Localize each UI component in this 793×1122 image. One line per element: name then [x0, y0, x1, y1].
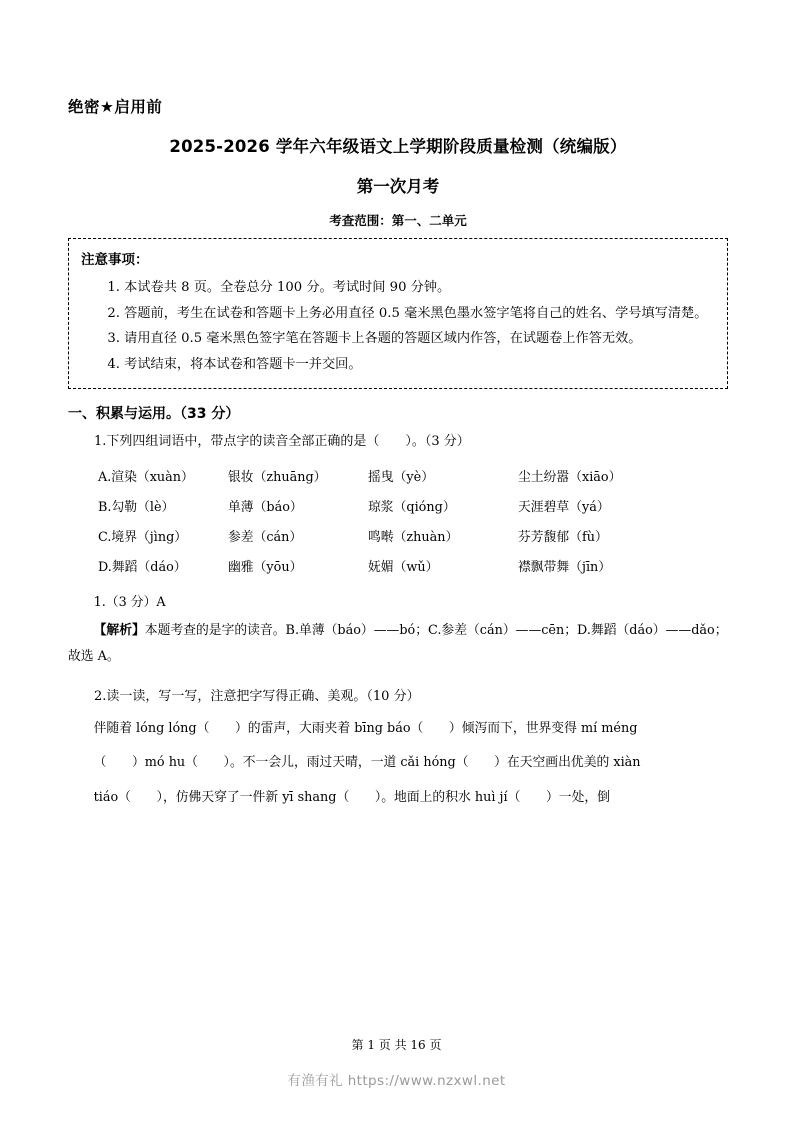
option-a-item-2: 银妆（zhuāng） — [228, 469, 327, 485]
question-2-stem: 2.读一读，写一写，注意把字写得正确、美观。（10 分） — [94, 689, 420, 705]
notice-item: 1. 本试卷共 8 页。全卷总分 100 分。考试时间 90 分钟。 — [107, 280, 451, 295]
question-1-stem: 1.下列四组词语中，带点字的读音全部正确的是（ ）。（3 分） — [94, 433, 470, 449]
question-1-option-row — [68, 466, 728, 485]
analysis-label: 【解析】 — [93, 622, 145, 638]
page-footer: 第 1 页 共 16 页 — [351, 1038, 442, 1052]
notice-title: 注意事项： — [81, 252, 149, 268]
question-2-line: （ ）mó hu（ ）。不一会儿，雨过天晴，一道 cǎi hóng（ ）在天空画出优美的 xiàn — [93, 755, 641, 771]
option-d-item-4: 襟飘带舞（jīn） — [518, 559, 612, 575]
notice-item: 2. 答题前，考生在试卷和答题卡上务必用直径 0.5 毫米黑色墨水签字笔将自己的姓名、学号填写清楚。 — [107, 305, 708, 321]
document-content — [68, 95, 728, 813]
option-d-item-3: 妩媚（wǔ） — [368, 559, 439, 575]
option-b-item-3: 琼浆（qióng） — [368, 499, 456, 515]
page-title: 2025-2026 学年六年级语文上学期阶段质量检测（统编版） — [169, 137, 627, 156]
secret-label: 绝密★启用前 — [68, 98, 163, 116]
question-2-line: tiáo（ ），仿佛天穿了一件新 yī shang（ ）。地面上的积水 huì jí（ ）一处，倒 — [93, 789, 610, 805]
option-c-item-4: 芬芳馥郁（fù） — [518, 529, 608, 545]
notice-box — [68, 238, 728, 389]
page-subtitle: 第一次月考 — [356, 177, 440, 196]
question-1-answer: 1.（3 分）A — [93, 594, 166, 610]
question-2-line: 伴随着 lóng lóng（ ）的雷声，大雨夹着 bīng báo（ ）倾泻而下，世界变得 mí méng — [93, 721, 638, 737]
notice-item: 3. 请用直径 0.5 毫米黑色签字笔在答题卡上各题的答题区域内作答，在试题卷上作答无效。 — [107, 331, 642, 347]
question-1-option-row — [68, 526, 728, 545]
watermark: 有渔有礼 https://www.nzxwl.net — [287, 1073, 506, 1089]
notice-item: 4. 考试结束，将本试卷和答题卡一并交回。 — [107, 357, 362, 373]
option-c-item-1: C.境界（jìng） — [98, 529, 188, 545]
question-1-analysis — [68, 618, 728, 670]
option-b-item-1: B.勾勒（lè） — [98, 499, 175, 515]
option-d-item-1: D.舞蹈（dáo） — [98, 559, 187, 575]
option-c-item-3: 鸣啭（zhuàn） — [368, 529, 459, 545]
option-c-item-2: 参差（cán） — [228, 529, 303, 545]
option-d-item-2: 幽雅（yōu） — [228, 559, 303, 575]
exam-scope: 考查范围：第一、二单元 — [329, 213, 467, 228]
question-1-option-row — [68, 496, 728, 515]
question-1-option-row — [68, 556, 728, 575]
option-a-item-3: 摇曳（yè） — [368, 469, 434, 485]
option-a-item-1: A.渲染（xuàn） — [98, 469, 194, 485]
option-b-item-4: 天涯碧草（yá） — [518, 499, 610, 515]
option-b-item-2: 单薄（báo） — [228, 499, 303, 515]
analysis-text: 本题考查的是字的读音。B.单薄（báo）——bó；C.参差（cán）——cēn；D.舞蹈（dáo）——dǎo；故选 A。 — [68, 622, 728, 665]
section-heading: 一、积累与运用。（33 分） — [68, 405, 240, 422]
option-a-item-4: 尘土纷嚣（xiāo） — [518, 469, 622, 485]
